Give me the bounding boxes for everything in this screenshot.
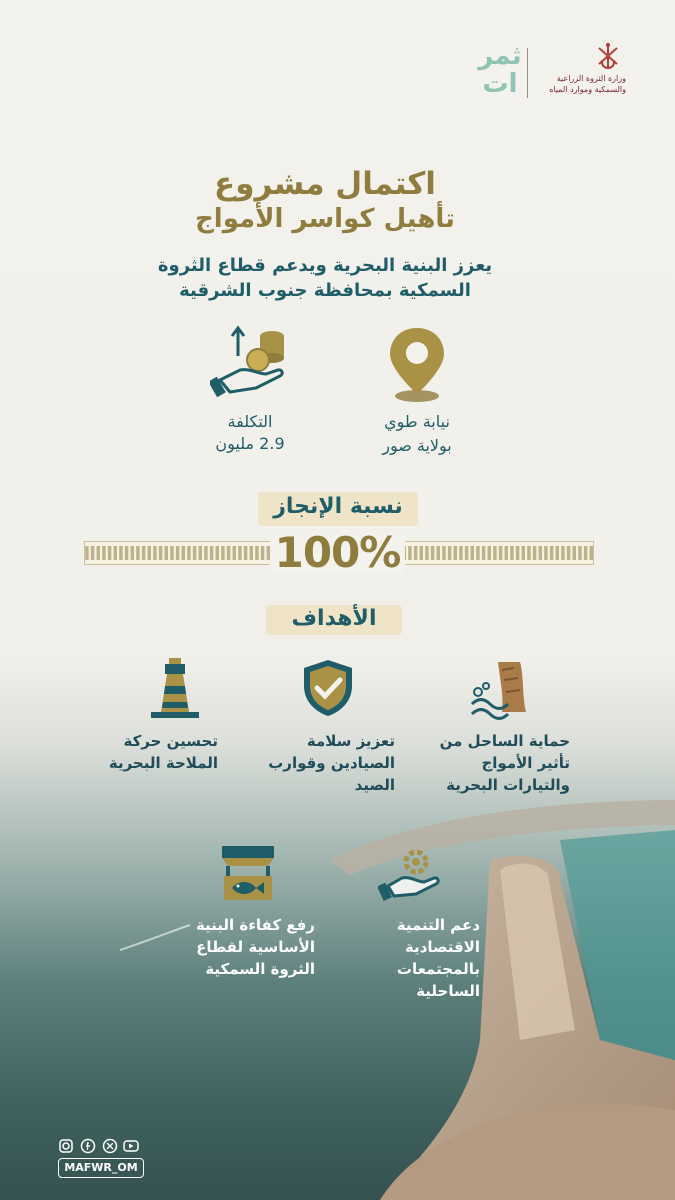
goal-3-line2: الملاحة البحرية	[108, 754, 218, 772]
khanjar-emblem-icon	[593, 40, 623, 74]
progress-tick	[250, 546, 253, 560]
instagram-icon[interactable]	[60, 1140, 72, 1152]
progress-tick	[159, 546, 162, 560]
goal-5-text	[150, 914, 315, 980]
progress-tick	[442, 546, 445, 560]
progress-tick	[425, 546, 428, 560]
progress-tick	[516, 546, 519, 560]
ministry-logo	[538, 40, 628, 100]
location-line2: بولاية صور	[382, 436, 452, 455]
goal-4-text	[330, 914, 480, 1002]
progress-tick	[102, 546, 105, 560]
progress-tick	[499, 546, 502, 560]
progress-tick	[567, 546, 570, 560]
progress-tick	[561, 546, 564, 560]
goal-2-line1: تعزيز سلامة	[306, 732, 395, 750]
progress-tick	[539, 546, 542, 560]
goal-2-line3: الصيد	[354, 776, 395, 794]
progress-tick	[227, 546, 230, 560]
progress-tick	[522, 546, 525, 560]
progress-tick	[165, 546, 168, 560]
progress-tick	[482, 546, 485, 560]
progress-tick	[431, 546, 434, 560]
progress-tick	[193, 546, 196, 560]
progress-heading: نسبة الإنجاز	[273, 494, 403, 519]
shield-check-icon	[300, 656, 356, 720]
progress-tick	[465, 546, 468, 560]
progress-tick	[233, 546, 236, 560]
title-line1: اكتمال مشروع	[214, 166, 436, 202]
progress-tick	[556, 546, 559, 560]
header-divider	[527, 48, 528, 98]
coast-waves-icon	[468, 656, 532, 720]
subtitle-line1: يعزز البنية البحرية ويدعم قطاع الثروة	[157, 255, 493, 276]
progress-tick	[408, 546, 411, 560]
goal-4-line2: الاقتصادية	[404, 938, 480, 956]
progress-tick	[176, 546, 179, 560]
progress-tick	[199, 546, 202, 560]
progress-tick	[97, 546, 100, 560]
progress-tick	[488, 546, 491, 560]
progress-tick	[210, 546, 213, 560]
progress-tick	[550, 546, 553, 560]
goal-4-line4: الساحلية	[416, 982, 480, 1000]
social-handle[interactable]: MAFWR_OM	[58, 1158, 144, 1178]
progress-tick	[244, 546, 247, 560]
goal-5-line1: رفع كفاءة البنية	[195, 916, 315, 934]
progress-tick	[544, 546, 547, 560]
progress-tick	[505, 546, 508, 560]
progress-tick	[510, 546, 513, 560]
ministry-name-line1: وزارة الثروة الزراعية	[556, 74, 626, 83]
location-pin-icon	[382, 324, 452, 404]
progress-tick	[131, 546, 134, 560]
social-icons	[58, 1138, 142, 1158]
progress-tick	[119, 546, 122, 560]
progress-tick	[414, 546, 417, 560]
facebook-icon[interactable]	[82, 1140, 95, 1153]
progress-tick	[148, 546, 151, 560]
brand-logo-text: ثمرات	[478, 41, 522, 99]
progress-tick	[584, 546, 587, 560]
progress-tick	[471, 546, 474, 560]
progress-tick	[238, 546, 241, 560]
progress-tick	[114, 546, 117, 560]
progress-tick	[459, 546, 462, 560]
progress-tick	[448, 546, 451, 560]
goal-2-text	[240, 730, 395, 796]
lighthouse-icon	[143, 656, 207, 720]
progress-tick	[216, 546, 219, 560]
progress-tick	[578, 546, 581, 560]
goal-4-line1: دعم التنمية	[396, 916, 480, 934]
progress-tick	[437, 546, 440, 560]
cost-label: التكلفة	[227, 412, 273, 431]
progress-tick	[85, 546, 88, 560]
hand-gear-icon	[378, 846, 442, 902]
progress-tick	[527, 546, 530, 560]
youtube-icon[interactable]	[124, 1141, 138, 1151]
goal-1-line3: والتيارات البحرية	[446, 776, 570, 794]
progress-tick	[136, 546, 139, 560]
progress-tick	[170, 546, 173, 560]
goal-1-line1: حماية الساحل من	[439, 732, 570, 750]
progress-tick	[153, 546, 156, 560]
goal-1-text	[420, 730, 570, 796]
title-line2: تأهيل كواسر الأمواج	[195, 204, 455, 234]
goals-heading: الأهداف	[291, 606, 377, 631]
progress-percent: 100%	[274, 528, 401, 577]
location-line1: نيابة طوي	[384, 412, 450, 431]
progress-tick	[221, 546, 224, 560]
subtitle-line2: السمكية بمحافظة جنوب الشرقية	[179, 280, 471, 301]
progress-tick	[573, 546, 576, 560]
progress-tick	[261, 546, 264, 560]
goal-3-line1: تحسين حركة	[123, 732, 218, 750]
brand-logo	[476, 42, 524, 100]
progress-tick	[420, 546, 423, 560]
coins-hand-icon	[210, 322, 290, 402]
progress-tick	[493, 546, 496, 560]
progress-tick	[182, 546, 185, 560]
goal-5-line2: الأساسية لقطاع	[196, 938, 315, 956]
progress-tick	[125, 546, 128, 560]
goal-1-line2: تأثير الأمواج	[481, 754, 570, 772]
progress-tick	[108, 546, 111, 560]
fish-market-icon	[216, 840, 280, 904]
progress-tick	[255, 546, 258, 560]
progress-tick	[91, 546, 94, 560]
progress-tick	[533, 546, 536, 560]
goal-3-text	[100, 730, 218, 774]
progress-tick	[590, 546, 593, 560]
goal-5-line3: الثروة السمكية	[205, 960, 315, 978]
progress-tick	[454, 546, 457, 560]
progress-tick	[142, 546, 145, 560]
x-icon[interactable]	[104, 1140, 117, 1153]
progress-tick	[187, 546, 190, 560]
progress-tick	[204, 546, 207, 560]
goal-4-line3: بالمجتمعات	[396, 960, 480, 978]
cost-value: 2.9 مليون	[215, 434, 285, 453]
ministry-name-line2: والسمكية وموارد المياه	[549, 85, 626, 94]
progress-tick	[476, 546, 479, 560]
goal-2-line2: الصيادين وقوارب	[268, 754, 395, 772]
